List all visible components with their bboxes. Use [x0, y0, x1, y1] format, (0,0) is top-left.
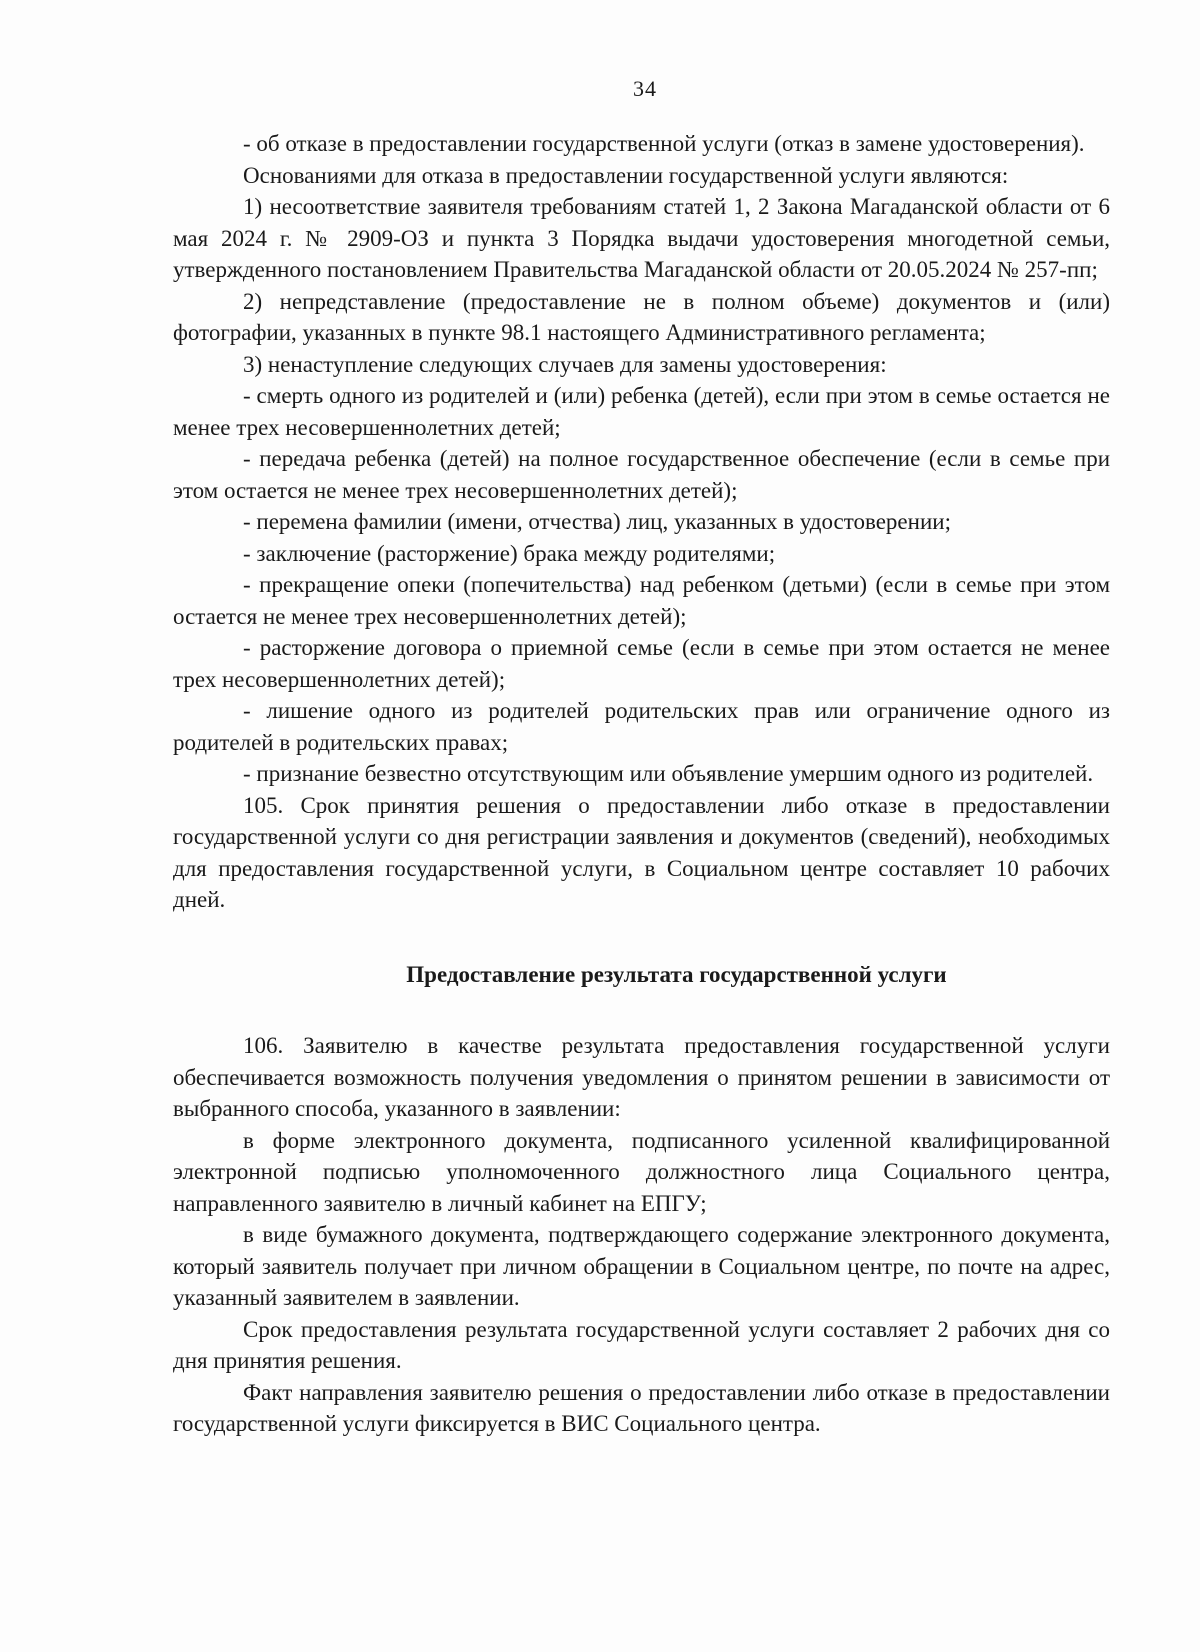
document-body: [173, 128, 1110, 1440]
paragraph: 3) ненаступление следующих случаев для замены удостоверения:: [243, 351, 887, 377]
list-item: - перемена фамилии (имени, отчества) лиц, указанных в удостоверении;: [243, 509, 951, 534]
paragraph: Факт направления заявителю решения о предоставлении либо отказе в предоставлении государственной услуги фиксируется в ВИС Социального центра.: [173, 1379, 1110, 1436]
list-item: - признание безвестно отсутствующим или объявление умершим одного из родителей.: [243, 761, 1094, 786]
list-item: - прекращение опеки (попечительства) над ребенком (детьми) (если в семье при этом остается не менее трех несовершеннолетних детей);: [173, 572, 1110, 629]
list-item: - заключение (расторжение) брака между родителями;: [243, 540, 776, 566]
paragraph: 2) непредставление (предоставление не в полном объеме) документов и (или) фотографии, указанных в пункте 98.1 настоящего Административного регламента;: [173, 288, 1110, 345]
paragraph: в виде бумажного документа, подтверждающего содержание электронного документа, который заявитель получает при личном обращении в Социальном центре, по почте на адрес, указанный заявителем в заявлении.: [173, 1222, 1110, 1310]
paragraph: - об отказе в предоставлении государственной услуги (отказ в замене удостоверения).: [243, 131, 1085, 156]
paragraph: в форме электронного документа, подписанного усиленной квалифицированной электронной подписью уполномоченного должностного лица Социального центра, направленного заявителю в личный кабинет на ЕПГУ;: [173, 1127, 1110, 1216]
list-item: - передача ребенка (детей) на полное государственное обеспечение (если в семье при этом остается не менее трех несовершеннолетних детей);: [173, 446, 1110, 503]
paragraph: 106. Заявителю в качестве результата предоставления государственной услуги обеспечивается возможность получения уведомления о принятом решении в зависимости от выбранного способа, указанного в заявлении:: [173, 1033, 1110, 1121]
page-number: 34: [633, 76, 657, 101]
paragraph: 105. Срок принятия решения о предоставлении либо отказе в предоставлении государственной услуги со дня регистрации заявления и документов (сведений), необходимых для предоставления государственной услуги, в Социальном центре составляет 10 рабочих дней.: [173, 792, 1110, 912]
list-item: - расторжение договора о приемной семье (если в семье при этом остается не менее трех несовершеннолетних детей);: [173, 635, 1110, 692]
list-item: - лишение одного из родителей родительских прав или ограничение одного из родителей в родительских правах;: [173, 698, 1110, 755]
section-heading: Предоставление результата государственной услуги: [406, 961, 947, 987]
paragraph: Основаниями для отказа в предоставлении государственной услуги являются:: [243, 162, 1009, 188]
paragraph: Срок предоставления результата государственной услуги составляет 2 рабочих дня со дня принятия решения.: [173, 1316, 1110, 1373]
list-item: - смерть одного из родителей и (или) ребенка (детей), если при этом в семье остается не менее трех несовершеннолетних детей;: [173, 383, 1110, 440]
paragraph: 1) несоответствие заявителя требованиям статей 1, 2 Закона Магаданской области от 6 мая 2024 г. № 2909-ОЗ и пункта 3 Порядка выдачи удостоверения многодетной семьи, утвержденного постановлением Правительства Магаданской области от 20.05.2024 № 257-пп;: [173, 194, 1110, 282]
